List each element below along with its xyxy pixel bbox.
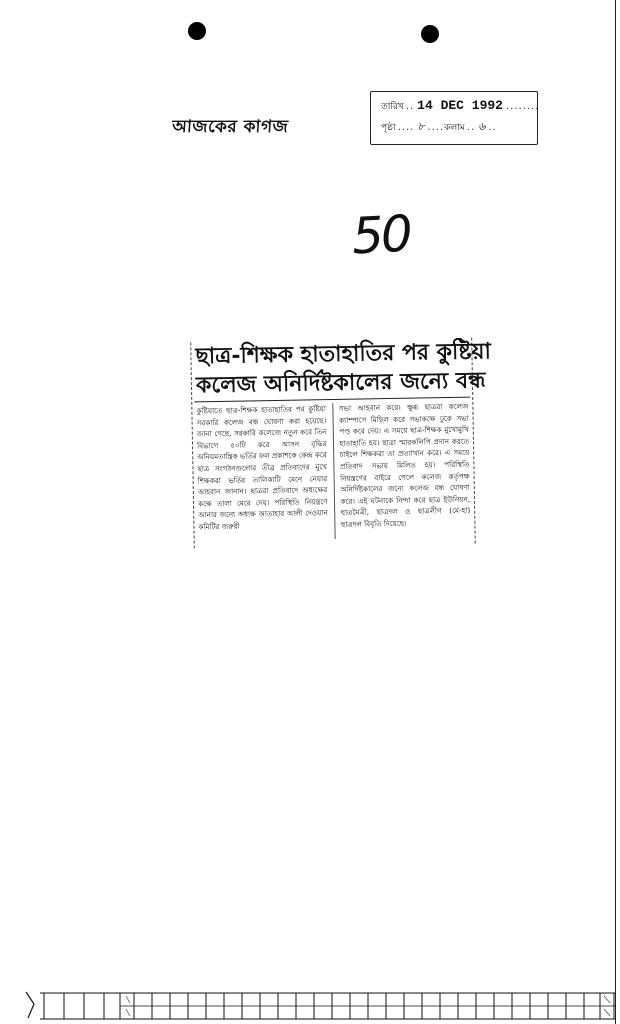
punch-hole-left [188,22,206,40]
stamp-dots: .. [466,122,476,133]
filing-grid [40,992,616,1020]
filing-grid-lines [40,992,616,1020]
stamp-dots: .... [427,122,445,133]
newspaper-masthead: আজকের কাগজ [171,117,289,137]
page-edge [615,0,616,1024]
clipping-headline-line2: কলেজ অনির্দিষ্টকালের জন্যে বন্ধ [195,368,486,399]
clipping-headline-line1: ছাত্র-শিক্ষক হাতাহাতির পর কুষ্টিয়া [195,339,492,370]
stamp-dots: ........ [506,101,540,112]
stamp-dots: .. [488,122,497,133]
stamp-date-row [381,98,540,118]
stamp-column-value: ৬ [478,120,486,133]
stamp-dots: .... [397,122,415,133]
clipping-column-2: সভা আহবান করে। ক্ষুব্ধ ছাত্ররা কলেজ ক্যাম্পাসে মিছিল করে সভাকক্ষে ঢুকে সভা পণ্ড করে দেয়। এ সময়ে ছাত্র-শিক্ষক মুখোমুখি হাতাহাতি হয়। ছাত্রা স্মারকলিপি প্রদান করতে চাইলে শিক্ষকরা তা প্রত্যাখান করে। এ সময়ে প্রতিবাদ সভায় মিলিত হয়। পরিস্থিতি নিয়ন্ত্রণের বাইরে গেলে কলেজ কর্তৃপক্ষ অনির্দিষ্টকালের জন্যে কলেজ বন্ধ ঘোষণা করে। এই ঘটনাকে নিন্দা করে ছাত্র ইউনিয়ন, ছাত্রমৈত্রী, ছাত্রদল ও ছাত্রলীগ (মে-হা) ছাত্রদল বিবৃতি দিয়েছে। [338,401,471,529]
newspaper-clipping [190,338,492,549]
clipping-body [192,401,474,542]
stamp-page-value: ৮ [417,120,425,133]
stamp-date-label: তারিখ [381,102,404,112]
stamp-dots: .. [405,101,415,112]
stamp-date-value: 14 DEC 1992 [417,98,503,113]
stamp-page-label: পৃষ্ঠা [381,123,396,133]
handwritten-page-number: 50 [350,204,412,266]
clipping-column-1: কুষ্টিয়াতে ছাত্র-শিক্ষক হাতাহাতির পর কুষ্টিয়া সরকারি কলেজ বন্ধ ঘোষণা করা হয়েছে। জানা গেছে, সরকারি কলেজে নতুন করে তিন বিভাগে ৫০টি করে আসন বৃদ্ধির অনিয়মতান্ত্রিক ভর্তির ফল প্রকাশকে কেন্দ্র করে ছাত্র সংগঠনগুলোর তীব্র প্রতিবাদের মুখে শিক্ষকরা ভর্তির তালিকাটি মেনে নেয়ার আহবান জানান। ছাত্ররা প্রতিবাদে অধ্যক্ষের কক্ষে তালা মেরে দেয়। পরিস্থিতি নিয়ন্ত্রণে আনার জন্যে অধ্যক্ষ আতাহার আলী দেওয়ান কমিটির জরুরী [196,404,328,532]
date-stamp [370,91,538,145]
stamp-column-label: কলাম [444,123,465,133]
stamp-page-row [381,118,537,138]
footer-grid-strip [0,986,620,1024]
column-divider [332,403,335,539]
corner-mark [24,990,40,1023]
punch-hole-right [421,25,439,43]
